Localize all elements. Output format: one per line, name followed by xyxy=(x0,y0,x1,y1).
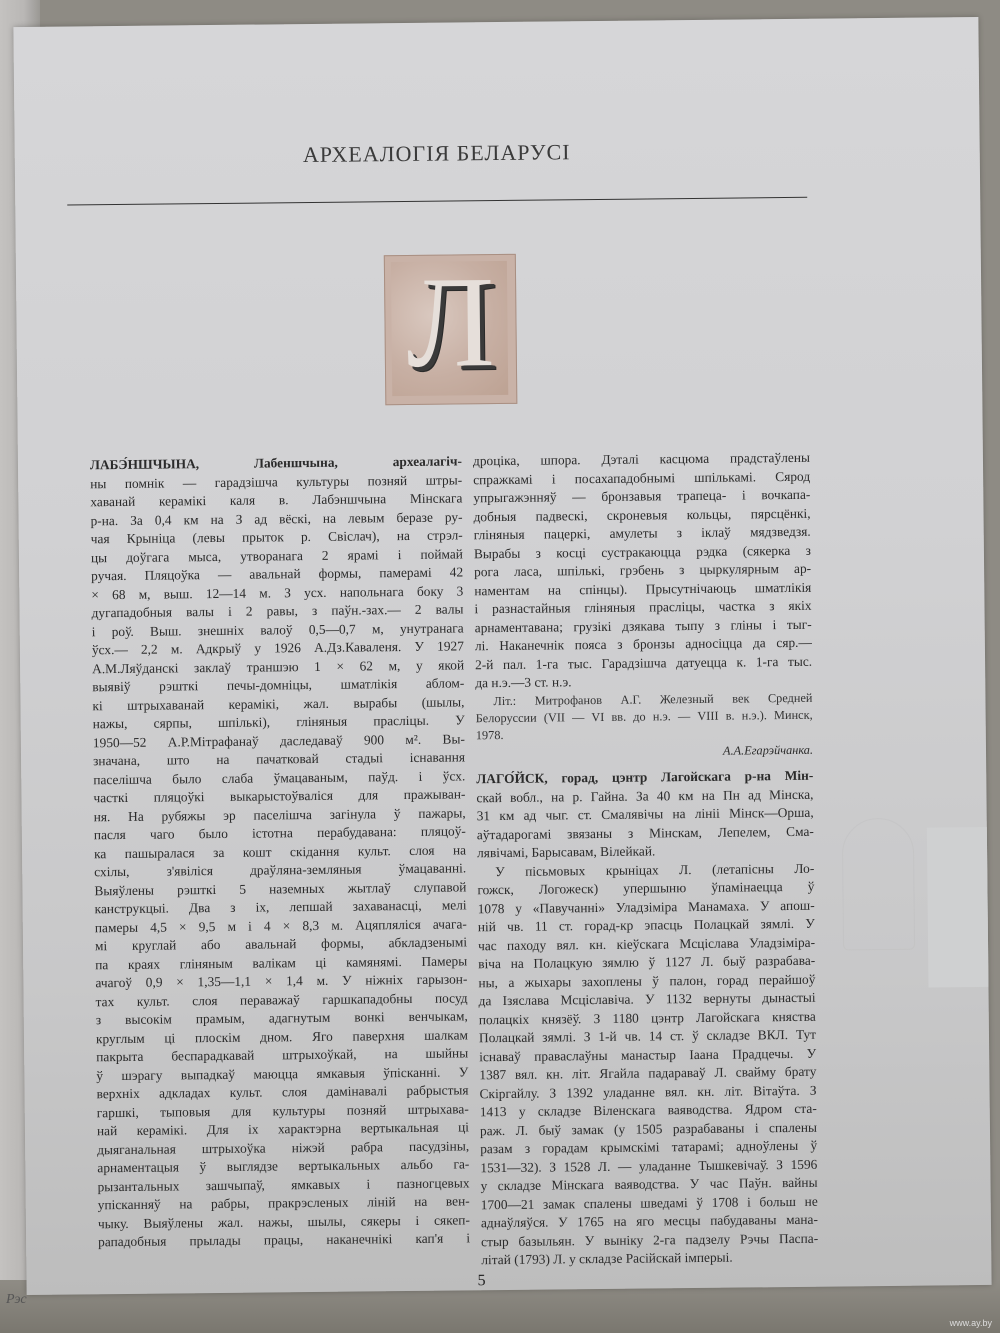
body-text-line: 1700—21 замак спалены шведамі ў 1708 і больш не xyxy=(480,1193,818,1212)
literature-line: 1978. xyxy=(475,727,504,742)
body-text-line: схілы, з'явіліся драўляна-земляныя ўмацаванні. xyxy=(94,860,467,880)
body-text-line: разам з горадам крымскімі татарамі; адноўлены ў xyxy=(480,1137,818,1157)
article-author: А.А.Егарэйчанка. xyxy=(722,742,814,758)
body-text-line: у складзе Мінскага ваяводства. У час Паўн. вайны xyxy=(480,1174,818,1194)
body-text-line: 1078 у «Павучанні» Уладзіміра Манамаха. У апош- xyxy=(477,897,815,916)
body-text-line: ЛАБЭ́НШЧЫНА, Лабеншчына, археалагіч- xyxy=(89,453,463,473)
body-text-line: і разнастайныя гліняныя праслiцы, частка з якіх xyxy=(474,597,812,617)
body-text-line: тах культ. слоя пераважаў гаршкападобны посуд xyxy=(95,989,468,1009)
body-text-line: чая Крыніца (левы прыток р. Свіслач), на стрэл- xyxy=(90,527,463,547)
section-initial-letter: Л xyxy=(405,250,496,395)
body-text-line: 1950—52 А.Р.Мітрафанаў даследаваў 900 м². Вы- xyxy=(92,730,465,750)
body-text-line: дугападобныя валы і 2 равы, з паўн.-зах.— 2 валы xyxy=(91,601,464,621)
body-text-line: 31 км ад чыг. ст. Смалявічы на лініі Мінск—Орша, xyxy=(476,804,814,824)
body-text-line: гаршкі, тыповыя для культуры позняй штрыхава- xyxy=(96,1100,469,1120)
article-lahoisk xyxy=(476,767,818,1270)
body-text-line: да Ізяслава Мсціславіча. У 1132 вернуты дынастыі xyxy=(478,989,816,1009)
body-text-line: рызантальных зашчыпаў, ямкавых і пазногцевых xyxy=(97,1174,470,1194)
body-text-line: хаванай керамікі каля в. Лабэншчына Мінскага xyxy=(90,490,463,510)
body-text-line: верхніх адкладах культ. слоя дамінавалі рабрыстыя xyxy=(96,1082,469,1102)
header-title: АРХЕАЛОГІЯ БЕЛАРУСІ xyxy=(302,139,571,168)
corner-text: Рэс xyxy=(6,1292,27,1307)
body-text-line: 1531—32). З 1528 Л. — уладанне Тышкевічаў. З 1596 xyxy=(480,1156,818,1175)
literature-line: Літ.: Митрофанов А.Г. Железный век Средней xyxy=(493,690,813,708)
body-text-line: нажы, сярпы, шпількі), гліняныя прасліцы. У xyxy=(92,712,465,732)
body-text-line: значана, што на пачатковай стадыі існавання xyxy=(92,749,466,769)
body-text-line: добныя падвескі, скроневыя кольцы, пярсцёнкі, xyxy=(473,505,811,524)
body-text-line: стыр базыльян. У выніку 2-га падзелу Рэчы Паспа- xyxy=(481,1230,819,1249)
body-text-line: Скіргайлу. З 1392 уладанне вял. кн. літ. Вітаўта. З xyxy=(479,1082,817,1101)
body-text-line: полацкіх князёў. З 1180 цэнтр Лагойскага княства xyxy=(478,1008,816,1027)
book-page xyxy=(13,17,991,1295)
body-text-line: ЛАГО́ЙСК, горад, цэнтр Лагойскага р-на Мін- xyxy=(476,767,814,787)
body-text-line: упрыгажэнняў — бронзавыя трапеца- і вочкапа- xyxy=(473,486,811,506)
body-text-line: па краях гліняным валікам ці камянямі. Памеры xyxy=(95,952,468,972)
body-text-line: рападобныя прылады працы, наканечнікі кап'я і xyxy=(98,1230,471,1250)
header-rule xyxy=(67,197,807,206)
body-text-line: гліняныя пацеркі, амулеты з іклаў мядзведзя. xyxy=(473,523,811,543)
body-text-line: выявіў рэшткі печы-домніцы, шматлікія аблом- xyxy=(92,675,465,695)
body-text-line: паселішча было слаба ўмацаваным, паўд. і ўсх. xyxy=(93,767,466,787)
body-text-line: пасля чаго было істотна перабудавана: пляцоў- xyxy=(93,823,466,843)
section-letter-box xyxy=(384,250,518,405)
body-text-line: дыяганальная штрыхоўка ніжэй рабра пасудзіны, xyxy=(97,1137,470,1157)
body-text-line: ўсх.— 2,2 м. Адкрыў у 1926 А.Дз.Каваленя. У 1927 xyxy=(91,638,464,658)
body-text-line: рога ласа, шпількі, грэбень з цыркулярным ар- xyxy=(474,560,812,580)
body-text-line: час паходу вял. кн. кіеўскага Мсціслава Уладзіміра- xyxy=(477,934,816,953)
body-text-line: арнаментацыя ў выглядзе вертыкальных альбо га- xyxy=(97,1156,470,1176)
body-text-line: канструкцыі. Два з іх, лепшай захаванасці, мелі xyxy=(94,897,467,917)
body-text-line: лі. Наканечнік пояса з бронзы адносіцца да сяр.— xyxy=(474,634,812,654)
literature-reference xyxy=(475,689,813,744)
body-text-line: спражкамі і посахападобнымі шпількамі. Сярод xyxy=(473,468,811,487)
right-text-column xyxy=(473,449,819,1270)
body-text-line: мі круглай або авальнай формы, абкладзенымі xyxy=(94,934,468,954)
body-text-line: упісканняў на рабры, пракрэсленых ліній на вен- xyxy=(97,1193,470,1213)
running-header xyxy=(67,137,807,171)
body-text-line: × 68 м, выш. 12—14 м. З усх. напольнага боку 3 xyxy=(91,582,464,602)
watermark: www.ay.by xyxy=(949,1318,992,1328)
body-text-line: ны помнік — гарадзішча культуры позняй штры- xyxy=(90,471,463,491)
body-text-line: р-на. За 0,4 км на З ад вёскі, на левым беразе ру- xyxy=(90,508,463,528)
left-text-column xyxy=(90,452,470,1251)
body-text-line: Полацкай зямлі. З 1-й чв. 14 ст. ў складзе ВКЛ. Тут xyxy=(478,1026,817,1046)
body-text-line: 1387 вял. кн. літ. Ягайла падараваў Л. свайму брату xyxy=(479,1063,817,1083)
body-text-line: дроціка, шпора. Дэталі касцюма прадстаўлены xyxy=(472,449,811,469)
body-text-line: ка пашыралася за кошт скідання культ. слоя на xyxy=(93,841,467,861)
body-text-line: існаваў праваслаўны манастыр Іаана Прадцечы. У xyxy=(479,1045,817,1064)
body-text-line: арнаментавана; грузікі дзякава тыпу з гліны і тыг- xyxy=(474,616,812,635)
body-text-line: пакрыта беспарадкавай штрыхоўкай, на шыйны xyxy=(96,1045,469,1065)
body-text-line: аўтадарогамі звязаны з Мінскам, Лепелем, Сма- xyxy=(476,823,814,842)
body-text-line: літай (1793) Л. у складзе Расійскай імперыі. xyxy=(481,1249,733,1268)
body-text-line: ня. На рубяжы эр паселішча загінула ў пажары, xyxy=(93,804,466,824)
body-text-line: з высокім прамым, адагнутым вонкі венчыкам, xyxy=(95,1008,468,1028)
body-text-line: віча на Полацкую зямлю ў 1127 Л. быў разрабава- xyxy=(478,952,816,972)
body-text-line: най керамікі. Для іх характэрна вертыкальная ці xyxy=(96,1119,470,1139)
body-text-line: скай вобл., на р. Гайна. За 40 км на Пн ад Мінска, xyxy=(476,786,814,805)
body-text-line: часткі пляцоўкі выкарыстоўваліся для пражыван- xyxy=(93,786,466,806)
body-text-line: чыку. Выяўлены жал. нажы, шылы, сякеры і сякеп- xyxy=(97,1211,470,1231)
adjacent-page-strip xyxy=(927,827,989,988)
page-number: 5 xyxy=(477,1272,486,1290)
body-text-line: наментам на спінцы). Прысутнічаюць шматлікія xyxy=(474,579,812,598)
body-text-line: ній чв. 11 ст. горад-кр эпасць Полацкай зямлі. У xyxy=(477,915,815,935)
body-text-line: Выяўлены рэшткі 5 наземных жытлаў слупавой xyxy=(94,878,467,898)
literature-line: Белоруссии (VII — VI вв. до н.э. — VIII в. н.э.). Минск, xyxy=(475,707,813,725)
body-text-line: памеры 4,5 × 9,5 м і 4 × 8,3 м. Ацяпляліся ачага- xyxy=(94,915,467,935)
portrait-show-through xyxy=(842,818,915,951)
body-text-line: Вырабы з косці сустракаюцца рэдка (сякерка з xyxy=(473,542,811,561)
body-text-line: У пісьмовых крыніцах Л. (летапісны Ло- xyxy=(495,860,815,879)
body-text-line: лявічамі, Барысавам, Вілейкай. xyxy=(476,843,656,861)
body-text-line: і роў. Выш. знешніх валоў 0,5—0,7 м, унутранага xyxy=(91,619,464,639)
body-text-line: кі штрыхаванай керамікі, жал. вырабы (шылы, xyxy=(92,693,465,713)
body-text-line: аднаўляўся. У 1765 на яго месцы пабудаваны мана- xyxy=(480,1211,818,1231)
article-labenshchyna-continuation xyxy=(473,449,812,693)
body-text-line: цы доўгага мыса, утворанага 2 ярамі і поймай xyxy=(90,545,464,565)
body-text-line: раж. Л. быў замак (у 1505 разрабаваны і спалены xyxy=(479,1119,818,1138)
body-text-line: ў шэрагу выпадкаў маюцца ямкавыя ўпісканні. У xyxy=(96,1063,469,1083)
body-text-line: гожск, Логожеск) упершыню ўпамінаецца ў xyxy=(477,878,815,898)
body-text-line: да н.э.—3 ст. н.э. xyxy=(475,674,572,691)
body-text-line: круглым ці плоскім дном. Яго паверхня шалкам xyxy=(95,1026,469,1046)
body-text-line: ручая. Пляцоўка — авальнай формы, памерамі 42 xyxy=(91,564,464,584)
body-text-line: ны, а жыхары захоплены ў палон, горад перайшоў xyxy=(478,971,816,990)
body-text-line: А.М.Ляўданскі заклаў траншэю 1 × 62 м, у якой xyxy=(92,656,465,676)
body-text-line: 1413 у складзе Віленскага ваяводства. Ядром ста- xyxy=(479,1100,817,1120)
body-text-line: ачагоў 0,9 × 1,35—1,1 × 1,4 м. У ніжніх гарызон- xyxy=(95,971,468,991)
body-text-line: 2-й пал. 1-га тыс. Гарадзішча датуецца к. 1-га тыс. xyxy=(475,653,813,672)
